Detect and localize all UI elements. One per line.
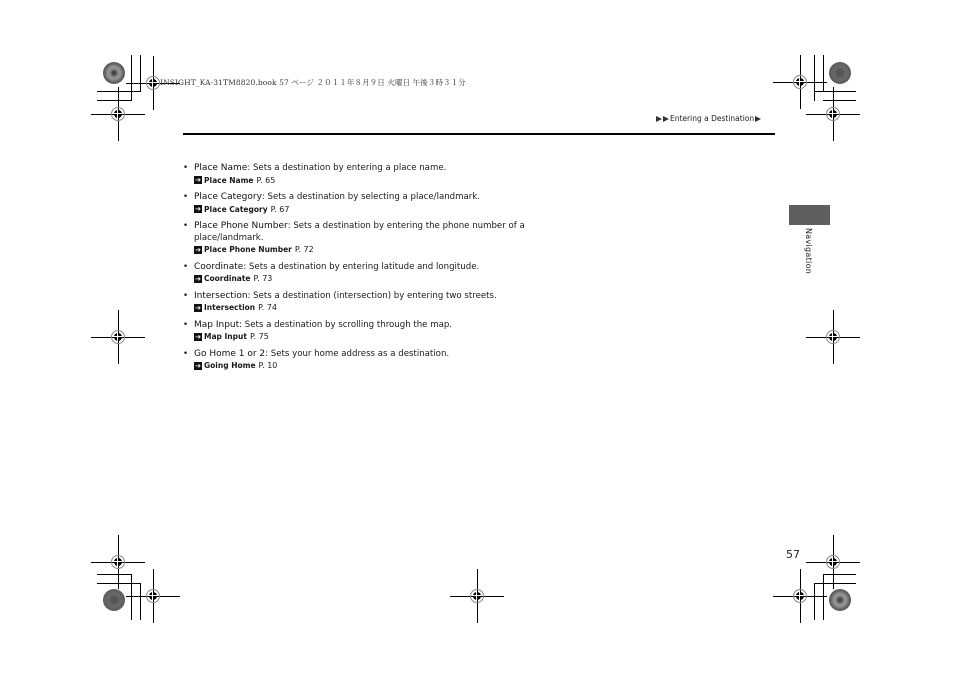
ref-title: Place Phone Number xyxy=(204,245,292,254)
crop-line xyxy=(97,100,132,101)
page-number: 57 xyxy=(786,548,800,561)
bullet: • xyxy=(183,348,189,359)
color-bar-disc-icon xyxy=(829,589,851,611)
list-item xyxy=(183,320,563,343)
list-item xyxy=(183,291,563,314)
color-bar-disc-icon xyxy=(829,62,851,84)
cross-reference-link[interactable] xyxy=(194,360,563,372)
crop-line xyxy=(97,583,141,584)
triangle-right-icon xyxy=(656,116,662,122)
triangle-right-icon xyxy=(755,116,761,122)
reference-arrow-icon: ➔ xyxy=(195,205,201,214)
crop-line xyxy=(97,91,141,92)
item-desc: : Sets a destination by scrolling through the map. xyxy=(239,319,453,330)
list-item xyxy=(183,163,563,186)
ref-title: Place Category xyxy=(204,204,268,214)
list-item xyxy=(183,262,563,285)
cross-reference-link[interactable] xyxy=(194,175,563,187)
item-term: Intersection xyxy=(194,290,248,301)
ref-page: P. 65 xyxy=(256,175,276,185)
crop-line xyxy=(814,91,856,92)
ref-page: P. 74 xyxy=(258,303,277,312)
crop-line xyxy=(823,574,824,620)
crop-line xyxy=(140,583,141,620)
ref-page: P. 67 xyxy=(270,204,290,214)
print-slug: INSIGHT_KA-31TM8820.book 57 ページ ２０１１年８月９日 火曜日 午後３時３１分 xyxy=(160,78,466,87)
breadcrumb xyxy=(656,114,762,123)
item-desc: : Sets a destination by entering a place name. xyxy=(247,163,447,173)
item-desc: : Sets a destination by selecting a place/landmark. xyxy=(261,192,481,202)
item-desc: : Sets a destination (intersection) by entering two streets. xyxy=(247,290,497,301)
bullet: • xyxy=(183,163,189,173)
crop-line xyxy=(97,574,132,575)
item-term: Place Name xyxy=(194,163,248,173)
ref-title: Coordinate xyxy=(204,274,251,283)
breadcrumb-label: Entering a Destination xyxy=(670,114,755,123)
cross-reference-link[interactable] xyxy=(194,273,563,285)
crop-line xyxy=(814,583,856,584)
crop-line xyxy=(823,574,856,575)
bullet: • xyxy=(183,319,189,330)
reference-arrow-icon: ➔ xyxy=(195,332,201,341)
item-term: Coordinate xyxy=(194,261,244,272)
list-item xyxy=(183,349,563,372)
reference-arrow-icon: ➔ xyxy=(195,361,201,370)
cross-reference-link[interactable] xyxy=(194,331,563,343)
color-bar-disc-icon xyxy=(103,62,125,84)
bullet: • xyxy=(183,221,189,231)
crop-line xyxy=(131,55,132,101)
cross-reference-link[interactable] xyxy=(194,204,563,216)
destination-methods-list xyxy=(183,163,563,378)
ref-page: P. 72 xyxy=(294,245,314,254)
item-desc: : Sets a destination by entering latitude and longitude. xyxy=(243,261,480,272)
color-bar-disc-icon xyxy=(103,589,125,611)
item-desc: : Sets your home address as a destination. xyxy=(265,348,450,359)
ref-title: Map Input xyxy=(204,332,247,341)
ref-title: Intersection xyxy=(204,303,256,312)
item-term: Place Category xyxy=(194,192,262,202)
list-item xyxy=(183,192,563,215)
section-tab xyxy=(789,205,830,225)
ref-page: P. 75 xyxy=(249,332,269,341)
header-rule xyxy=(183,133,775,135)
crop-line xyxy=(131,574,132,620)
item-desc: : Sets a destination by entering the phone number of a place/landmark. xyxy=(194,221,525,243)
ref-page: P. 73 xyxy=(253,274,273,283)
crop-line xyxy=(823,100,856,101)
item-term: Go Home 1 or 2 xyxy=(194,348,266,359)
bullet: • xyxy=(183,261,189,272)
reference-arrow-icon: ➔ xyxy=(195,176,201,185)
reference-arrow-icon: ➔ xyxy=(195,245,201,254)
cross-reference-link[interactable] xyxy=(194,302,563,314)
reference-arrow-icon: ➔ xyxy=(195,303,201,312)
ref-page: P. 10 xyxy=(258,361,278,370)
ref-title: Going Home xyxy=(204,361,256,370)
list-item xyxy=(183,221,563,256)
bullet: • xyxy=(183,192,189,202)
section-tab-label: Navigation xyxy=(804,228,813,275)
item-term: Place Phone Number xyxy=(194,221,288,231)
bullet: • xyxy=(183,290,189,301)
crop-line xyxy=(823,55,824,92)
cross-reference-link[interactable] xyxy=(194,244,563,256)
triangle-right-icon xyxy=(663,116,669,122)
crop-line xyxy=(814,55,815,101)
crop-line xyxy=(814,583,815,620)
reference-arrow-icon: ➔ xyxy=(195,274,201,283)
item-term: Map Input xyxy=(194,319,240,330)
ref-title: Place Name xyxy=(204,175,254,185)
crop-line xyxy=(140,55,141,92)
